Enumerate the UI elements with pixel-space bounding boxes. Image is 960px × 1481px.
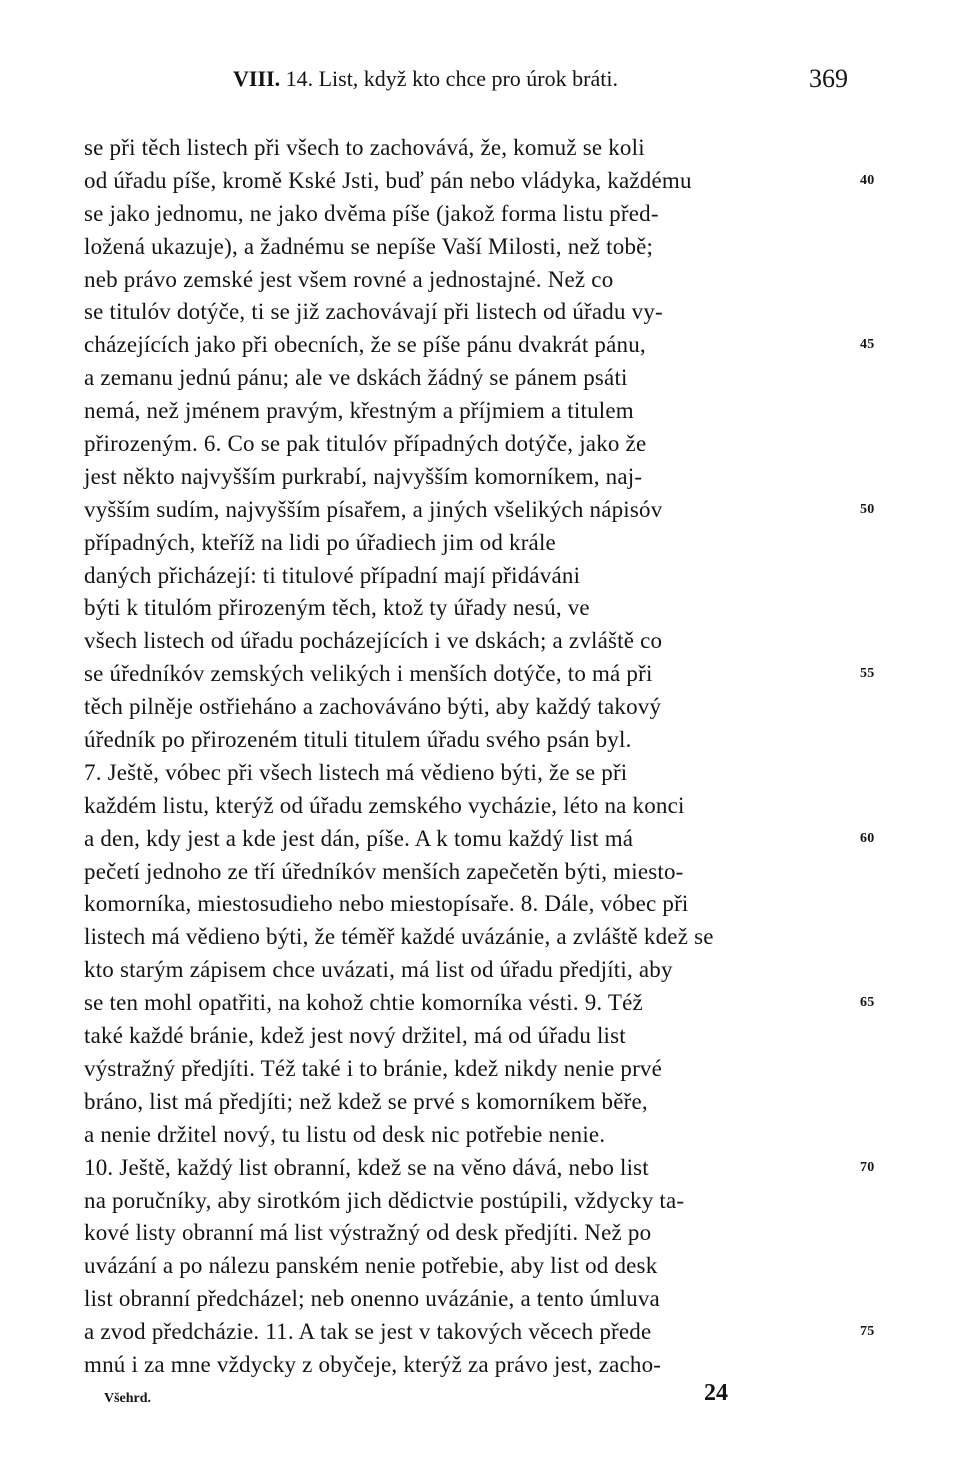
text-line — [84, 1250, 854, 1283]
line-text: list obranní předcházel; neb onenno uvázánie, a tento úmluva — [84, 1286, 660, 1312]
line-text: uvázání a po nálezu panském nenie potřebie, aby list od desk — [84, 1253, 658, 1279]
text-line — [84, 954, 854, 987]
text-line — [84, 1349, 854, 1382]
text-line — [84, 757, 854, 790]
line-text: výstražný předjíti. Též také i to bránie, kdež nikdy nenie prvé — [84, 1055, 663, 1081]
text-line — [84, 724, 854, 757]
line-text: také každé bránie, kdež jest nový držitel, má od úřadu list — [84, 1023, 626, 1049]
text-line — [84, 856, 854, 889]
text-line — [84, 823, 875, 856]
line-number: 70 — [860, 1159, 875, 1175]
line-text: všech listech od úřadu pocházejících i ve dskách; a zvláště co — [84, 628, 663, 654]
text-line — [84, 1020, 854, 1053]
page-number: 369 — [809, 64, 848, 93]
text-line — [84, 560, 854, 593]
line-text: mnú i za mne vždycky z obyčeje, kterýž za právo jest, zacho- — [84, 1351, 662, 1377]
line-text: se jako jednomu, ne jako dvěma píše (jakož forma listu před- — [84, 200, 659, 226]
text-line — [84, 625, 854, 658]
line-text: a den, kdy jest a kde jest dán, píše. A k tomu každý list má — [84, 825, 634, 851]
signature-mark: Všehrd. — [104, 1391, 152, 1406]
text-line — [84, 592, 854, 625]
line-text: býti k titulóm přirozeným těch, ktož ty úřady nesú, ve — [84, 595, 590, 621]
line-text: těch pilněje ostřieháno a zachováváno býti, aby každý takový — [84, 694, 662, 720]
text-line — [84, 1283, 854, 1316]
line-text: kové listy obranní má list výstražný od desk předjíti. Než po — [84, 1220, 652, 1246]
line-text: každém listu, kterýž od úřadu zemského vycházie, léto na konci — [84, 792, 685, 818]
text-line — [84, 921, 854, 954]
text-line — [84, 658, 875, 691]
text-line — [84, 691, 854, 724]
sheet-number: 24 — [704, 1380, 728, 1406]
text-line — [84, 1316, 875, 1349]
line-number: 60 — [860, 830, 875, 846]
line-number: 45 — [860, 337, 875, 353]
line-text: cházejících jako při obecních, že se píše pánu dvakrát pánu, — [84, 332, 646, 358]
text-line — [84, 395, 854, 428]
line-text: daných přicházejí: ti titulové případní mají přidáváni — [84, 562, 581, 588]
text-line — [84, 1185, 854, 1218]
chapter-title: 14. List, když kto chce pro úrok bráti. — [285, 66, 618, 91]
text-line — [84, 329, 875, 362]
line-text: se titulóv dotýče, ti se již zachovávají při listech od úřadu vy- — [84, 299, 663, 325]
text-line — [84, 231, 854, 264]
line-text: bráno, list má předjíti; než kdež se prvé s komorníkem běře, — [84, 1088, 648, 1114]
line-text: jest někto najvyšším purkrabí, najvyšším komorníkem, naj- — [84, 463, 643, 489]
line-text: vyšším sudím, najvyšším písařem, a jiných všelikých nápisóv — [84, 496, 663, 522]
text-line — [84, 1053, 854, 1086]
line-number: 75 — [860, 1324, 875, 1340]
line-text: se při těch listech při všech to zachovává, že, komuž se koli — [84, 135, 645, 160]
line-text: a zemanu jednú pánu; ale ve dskách žádný se pánem psáti — [84, 365, 628, 391]
text-line — [84, 264, 854, 297]
line-text: se úředníkóv zemských velikých i menších dotýče, to má při — [84, 661, 653, 687]
line-text: a zvod předcházie. 11. A tak se jest v takových věcech přede — [84, 1319, 652, 1345]
line-text: ložená ukazuje), a žadnému se nepíše Vaší Milosti, než tobě; — [84, 233, 654, 259]
line-text: se ten mohl opatřiti, na kohož chtie komorníka vésti. 9. Též — [84, 990, 643, 1016]
text-line — [84, 296, 854, 329]
line-number: 65 — [860, 995, 875, 1011]
line-text: a nenie držitel nový, tu listu od desk nic potřebie nenie. — [84, 1121, 606, 1147]
line-text: nemá, než jménem pravým, křestným a příjmiem a titulem — [84, 398, 634, 424]
text-line — [84, 1217, 854, 1250]
line-text: neb právo zemské jest všem rovné a jednostajné. Než co — [84, 266, 614, 292]
text-line — [84, 198, 854, 231]
text-line — [84, 362, 854, 395]
text-line — [84, 1086, 854, 1119]
line-number: 40 — [860, 172, 875, 188]
line-number: 55 — [860, 666, 875, 682]
text-line — [84, 987, 875, 1020]
line-text: listech má vědieno býti, že téměř každé uvázánie, a zvláště kdež se — [84, 924, 714, 950]
line-text: 10. Ještě, každý list obranní, kdež se na věno dává, nebo list — [84, 1154, 649, 1180]
text-line — [84, 461, 854, 494]
text-line — [84, 527, 854, 560]
text-line — [84, 494, 875, 527]
text-line — [84, 790, 854, 823]
text-line — [84, 165, 875, 198]
text-line — [84, 132, 854, 165]
text-line — [84, 428, 854, 461]
body-text — [84, 132, 875, 1382]
text-line — [84, 888, 854, 921]
line-text: pečetí jednoho ze tří úředníkóv menších zapečetěn býti, miesto- — [84, 858, 684, 884]
text-line — [84, 1152, 875, 1185]
line-text: komorníka, miestosudieho nebo miestopísaře. 8. Dále, vóbec při — [84, 891, 689, 917]
line-number: 50 — [860, 501, 875, 517]
line-text: kto starým zápisem chce uvázati, má list od úřadu předjíti, aby — [84, 957, 673, 983]
line-text: případných, kteříž na lidi po úřadiech jim od krále — [84, 529, 556, 555]
line-text: 7. Ještě, vóbec při všech listech má vědieno býti, že se při — [84, 759, 628, 785]
chapter-number: VIII. — [233, 66, 281, 91]
running-header — [233, 66, 618, 92]
line-text: na poručníky, aby sirotkóm jich dědictvie postúpili, vždycky ta- — [84, 1187, 685, 1213]
line-text: přirozeným. 6. Co se pak titulóv případných dotýče, jako že — [84, 431, 647, 457]
text-line — [84, 1119, 854, 1152]
line-text: úředník po přirozeném tituli titulem úřadu svého psán byl. — [84, 727, 632, 753]
line-text: od úřadu píše, kromě Kské Jsti, buď pán nebo vládyka, každému — [84, 167, 692, 193]
